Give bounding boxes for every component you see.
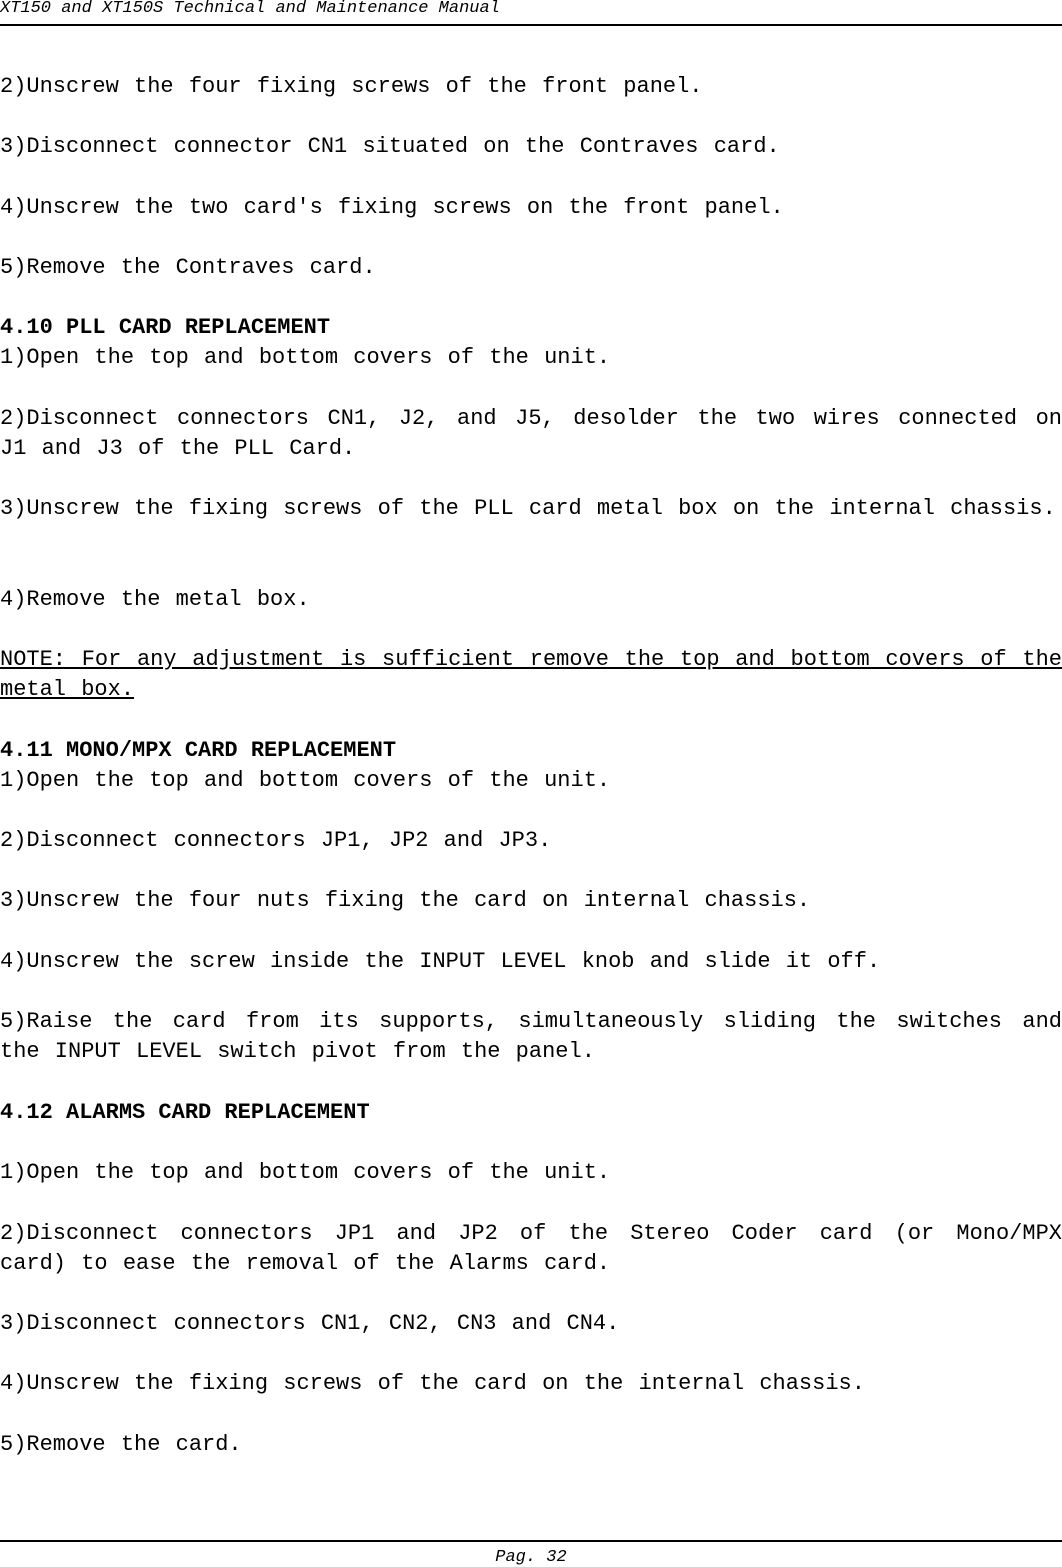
paragraph-step: 1)Open the top and bottom covers of the unit. bbox=[0, 1160, 611, 1185]
paragraph-step: 2)Disconnect connectors JP1, JP2 and JP3. bbox=[0, 828, 552, 853]
paragraph-step: 4)Unscrew the fixing screws of the card on the internal chassis. bbox=[0, 1371, 865, 1396]
paragraph-step: 4)Unscrew the screw inside the INPUT LEVEL knob and slide it off. bbox=[0, 949, 881, 974]
paragraph-step: 4)Unscrew the two card's fixing screws on the front panel. bbox=[0, 195, 784, 220]
paragraph-step: 3)Disconnect connector CN1 situated on the Contraves card. bbox=[0, 134, 780, 159]
page-number: Pag. 32 bbox=[495, 1548, 567, 1567]
paragraph-step: 2)Disconnect connectors JP1 and JP2 of the Stereo Coder card (or Mono/MPX card) to ease the removal of the Alarms card. bbox=[0, 1221, 1062, 1276]
page-footer bbox=[0, 1540, 1062, 1567]
paragraph-step: 5)Raise the card from its supports, simultaneously sliding the switches and the INPUT LEVEL switch pivot from the panel. bbox=[0, 1009, 1062, 1064]
paragraph-step: 1)Open the top and bottom covers of the unit. bbox=[0, 768, 611, 793]
paragraph-step: 5)Remove the Contraves card. bbox=[0, 255, 376, 280]
page-header bbox=[0, 0, 1062, 26]
section-heading-pll: 4.10 PLL CARD REPLACEMENT bbox=[0, 315, 331, 340]
manual-title: XT150 and XT150S Technical and Maintenance Manual bbox=[0, 0, 500, 18]
section-heading-alarms: 4.12 ALARMS CARD REPLACEMENT bbox=[0, 1100, 370, 1125]
paragraph-step: 3)Unscrew the four nuts fixing the card on internal chassis. bbox=[0, 888, 811, 913]
paragraph-step: 3)Disconnect connectors CN1, CN2, CN3 and CN4. bbox=[0, 1311, 620, 1336]
paragraph-step: 2)Unscrew the four fixing screws of the front panel. bbox=[0, 74, 703, 99]
paragraph-step: 3)Unscrew the fixing screws of the PLL card metal box on the internal chassis. bbox=[0, 496, 1056, 521]
section-heading-mono-mpx: 4.11 MONO/MPX CARD REPLACEMENT bbox=[0, 738, 397, 763]
paragraph-step: 4)Remove the metal box. bbox=[0, 587, 310, 612]
paragraph-step: 2)Disconnect connectors CN1, J2, and J5, desolder the two wires connected on J1 and J3 of the PLL Card. bbox=[0, 406, 1062, 461]
paragraph-step: 1)Open the top and bottom covers of the unit. bbox=[0, 345, 611, 370]
note-paragraph: NOTE: For any adjustment is sufficient remove the top and bottom covers of the metal box. bbox=[0, 647, 1062, 702]
paragraph-step: 5)Remove the card. bbox=[0, 1432, 242, 1457]
